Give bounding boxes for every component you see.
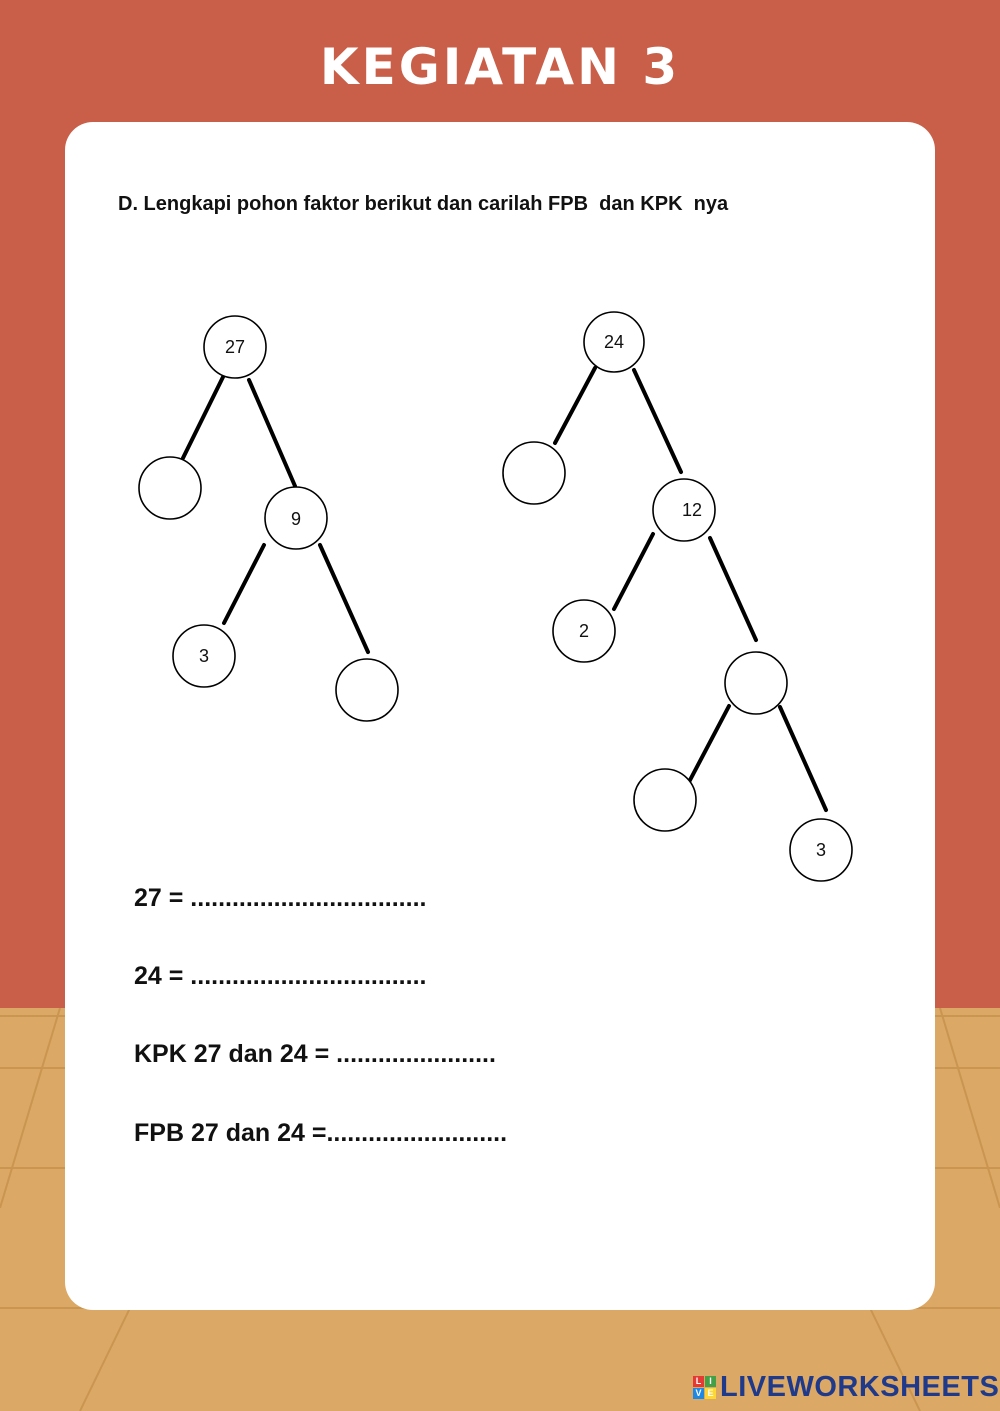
node-2-label: 2 xyxy=(578,621,590,641)
branch-24-right xyxy=(634,370,681,472)
node-27-label: 27 xyxy=(224,337,246,357)
node-3-left-label: 3 xyxy=(198,646,210,666)
branch-blank-right xyxy=(780,707,826,810)
node-blank-right-a[interactable] xyxy=(503,442,565,504)
page-title: KEGIATAN 3 xyxy=(319,38,681,96)
answer-line-fpb[interactable]: FPB 27 dan 24 =.......................... xyxy=(134,1119,508,1147)
logo-text: LIVEWORKSHEETS xyxy=(720,1370,1000,1403)
logo-block-e: E xyxy=(705,1388,716,1399)
node-24-label: 24 xyxy=(603,332,625,352)
branch-27-left xyxy=(183,377,223,458)
node-blank-left-a[interactable] xyxy=(139,457,201,519)
branch-12-right xyxy=(710,538,756,640)
answer-line-27[interactable]: 27 = .................................. xyxy=(134,884,427,912)
logo-block-i: I xyxy=(705,1376,716,1387)
answer-line-kpk[interactable]: KPK 27 dan 24 = ....................... xyxy=(134,1040,496,1068)
branch-blank-left xyxy=(689,706,729,782)
instruction-text: D. Lengkapi pohon faktor berikut dan carilah FPB dan KPK nya xyxy=(118,193,729,215)
answer-line-24[interactable]: 24 = .................................. xyxy=(134,962,427,990)
node-9-label: 9 xyxy=(290,509,302,529)
branch-27-right xyxy=(249,380,295,486)
logo-block-v: V xyxy=(693,1388,704,1399)
liveworksheets-logo[interactable] xyxy=(693,1371,999,1403)
node-blank-left-b[interactable] xyxy=(336,659,398,721)
node-12-label: 12 xyxy=(681,500,703,520)
branch-12-left xyxy=(614,534,653,609)
branch-9-left xyxy=(224,545,264,623)
node-3-right-label: 3 xyxy=(815,840,827,860)
branch-24-left xyxy=(555,368,595,443)
branch-9-right xyxy=(320,545,368,652)
logo-blocks-icon xyxy=(693,1376,716,1399)
node-blank-right-b[interactable] xyxy=(725,652,787,714)
logo-block-l: L xyxy=(693,1376,704,1387)
node-blank-right-c[interactable] xyxy=(634,769,696,831)
